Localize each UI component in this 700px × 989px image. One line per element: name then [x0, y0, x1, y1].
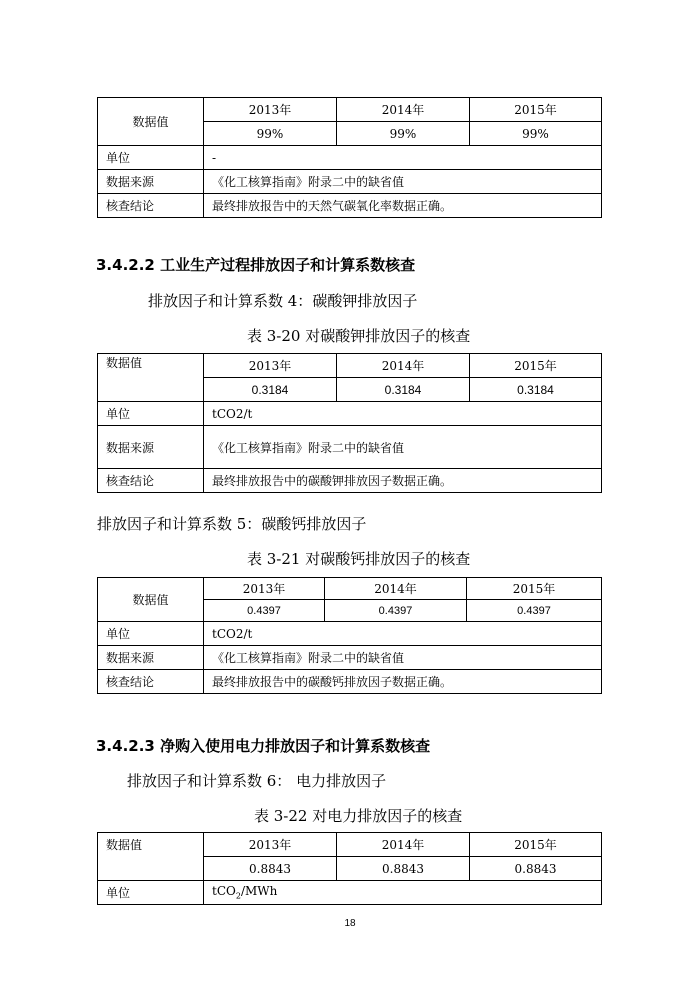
year-2015: 2015年 — [470, 833, 602, 857]
value-2013: 0.4397 — [204, 600, 325, 622]
year-2013: 2013年 — [204, 833, 337, 857]
source-label: 数据来源 — [98, 426, 204, 469]
source-value: 《化工核算指南》附录二中的缺省值 — [204, 426, 602, 469]
conclusion-value: 最终排放报告中的碳酸钾排放因子数据正确。 — [204, 469, 602, 493]
data-value-label: 数据值 — [98, 354, 204, 402]
value-2015: 0.4397 — [467, 600, 602, 622]
page-number: 18 — [344, 918, 356, 929]
unit-value: - — [204, 146, 602, 170]
value-2013: 0.8843 — [204, 857, 337, 881]
year-2014: 2014年 — [325, 578, 467, 600]
conclusion-label: 核查结论 — [98, 670, 204, 694]
table-caption-3-22: 表 3-22 对电力排放因子的核查 — [254, 807, 463, 825]
year-2015: 2015年 — [470, 354, 602, 378]
section-heading-3-4-2-2: 3.4.2.2 工业生产过程排放因子和计算系数核查 — [96, 256, 416, 274]
paragraph-factor-6: 排放因子和计算系数 6： 电力排放因子 — [127, 772, 387, 790]
table-potassium-carbonate — [97, 353, 602, 493]
data-value-label: 数据值 — [98, 578, 204, 622]
source-label: 数据来源 — [98, 646, 204, 670]
year-2014: 2014年 — [337, 833, 470, 857]
year-2013: 2013年 — [204, 354, 337, 378]
unit-value — [204, 881, 602, 905]
value-2013: 0.3184 — [204, 378, 337, 402]
source-value: 《化工核算指南》附录二中的缺省值 — [204, 170, 602, 194]
value-2013: 99% — [204, 122, 337, 146]
unit-label: 单位 — [98, 146, 204, 170]
unit-label: 单位 — [98, 622, 204, 646]
unit-suffix: /MWh — [240, 884, 278, 899]
table-caption-3-20: 表 3-20 对碳酸钾排放因子的核查 — [247, 327, 471, 345]
year-2013: 2013年 — [204, 98, 337, 122]
data-value-label: 数据值 — [98, 98, 204, 146]
value-2015: 0.3184 — [470, 378, 602, 402]
paragraph-factor-5: 排放因子和计算系数 5：碳酸钙排放因子 — [97, 515, 367, 533]
conclusion-label: 核查结论 — [98, 194, 204, 218]
unit-subscript: 2 — [235, 891, 241, 901]
paragraph-factor-4: 排放因子和计算系数 4：碳酸钾排放因子 — [148, 292, 418, 310]
section-heading-3-4-2-3: 3.4.2.3 净购入使用电力排放因子和计算系数核查 — [96, 737, 431, 755]
table-calcium-carbonate — [97, 577, 602, 694]
year-2015: 2015年 — [467, 578, 602, 600]
year-2015: 2015年 — [470, 98, 602, 122]
unit-value: tCO2/t — [204, 622, 602, 646]
value-2014: 0.8843 — [337, 857, 470, 881]
source-value: 《化工核算指南》附录二中的缺省值 — [204, 646, 602, 670]
conclusion-value: 最终排放报告中的天然气碳氧化率数据正确。 — [204, 194, 602, 218]
conclusion-label: 核查结论 — [98, 469, 204, 493]
table-caption-3-21: 表 3-21 对碳酸钙排放因子的核查 — [247, 550, 471, 568]
conclusion-value: 最终排放报告中的碳酸钙排放因子数据正确。 — [204, 670, 602, 694]
data-value-label: 数据值 — [98, 833, 204, 881]
year-2014: 2014年 — [337, 354, 470, 378]
unit-label: 单位 — [98, 881, 204, 905]
year-2013: 2013年 — [204, 578, 325, 600]
table-carbon-oxidation-rate — [97, 97, 602, 218]
value-2015: 0.8843 — [470, 857, 602, 881]
value-2014: 0.3184 — [337, 378, 470, 402]
unit-prefix: tCO — [212, 884, 236, 899]
value-2015: 99% — [470, 122, 602, 146]
year-2014: 2014年 — [337, 98, 470, 122]
table-electricity-factor — [97, 832, 602, 905]
value-2014: 99% — [337, 122, 470, 146]
value-2014: 0.4397 — [325, 600, 467, 622]
unit-label: 单位 — [98, 402, 204, 426]
source-label: 数据来源 — [98, 170, 204, 194]
unit-value: tCO2/t — [204, 402, 602, 426]
